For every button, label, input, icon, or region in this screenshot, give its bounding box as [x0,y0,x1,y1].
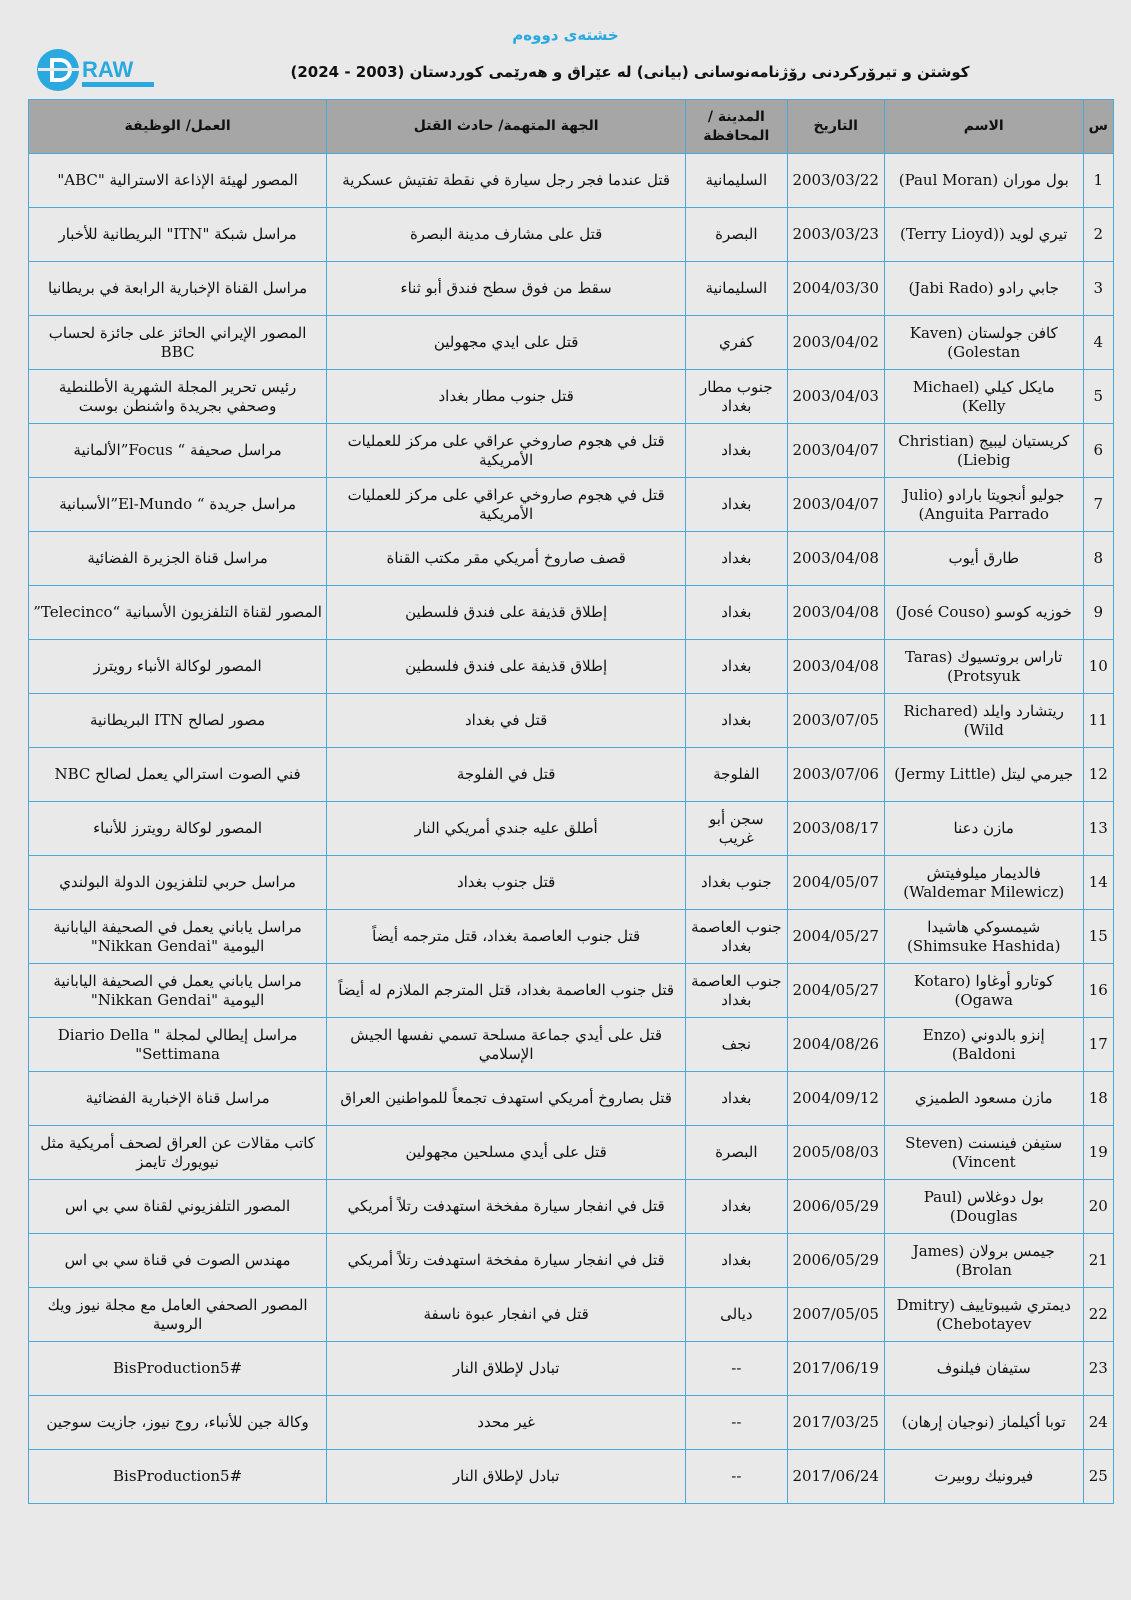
cell-date: 2003/04/02 [787,316,884,370]
cell-number: 19 [1083,1126,1113,1180]
draw-logo [36,46,160,94]
cell-number: 23 [1083,1342,1113,1396]
table-row [29,802,1114,856]
cell-name: فيرونيك روبيرت [884,1450,1083,1504]
cell-event: قتل بصاروخ أمريكي استهدف تجمعاً للمواطنين العراق [327,1072,686,1126]
cell-event: قتل في انفجار سيارة مفخخة استهدفت رتلاً أمريكي [327,1180,686,1234]
cell-date: 2003/07/06 [787,748,884,802]
cell-event: قتل عندما فجر رجل سيارة في نقطة تفتيش عسكرية [327,154,686,208]
cell-job: كاتب مقالات عن العراق لصحف أمريكية مثل نيويورك تايمز [29,1126,327,1180]
cell-name: تيري لويد ((Terry Lioyd) [884,208,1083,262]
cell-city: البصرة [686,1126,787,1180]
cell-job: BisProduction5# [29,1450,327,1504]
cell-number: 2 [1083,208,1113,262]
cell-city: -- [686,1450,787,1504]
cell-job: مصور لصالح ITN البريطانية [29,694,327,748]
cell-event: أطلق عليه جندي أمريكي النار [327,802,686,856]
cell-job: مهندس الصوت في قناة سي بي اس [29,1234,327,1288]
cell-event: قتل في انفجار سيارة مفخخة استهدفت رتلاً أمريكي [327,1234,686,1288]
col-header-city: المدينة /المحافظة [686,100,787,154]
cell-name: تاراس بروتسيوك (Taras Protsyuk) [884,640,1083,694]
cell-event: سقط من فوق سطح فندق أبو ثناء [327,262,686,316]
cell-event: قتل جنوب العاصمة بغداد، قتل مترجمه أيضاً [327,910,686,964]
cell-date: 2017/06/19 [787,1342,884,1396]
cell-date: 2004/03/30 [787,262,884,316]
cell-job: رئيس تحرير المجلة الشهرية الأطلنطية وصحفي بجريدة واشنطن بوست [29,370,327,424]
cell-number: 11 [1083,694,1113,748]
cell-city: كفري [686,316,787,370]
table-row [29,1450,1114,1504]
table-row [29,424,1114,478]
cell-name: جابي رادو (Jabi Rado) [884,262,1083,316]
table-row [29,910,1114,964]
page-header [0,0,1131,98]
cell-city: جنوب مطار بغداد [686,370,787,424]
cell-number: 1 [1083,154,1113,208]
cell-city: جنوب العاصمة بغداد [686,964,787,1018]
cell-date: 2003/03/22 [787,154,884,208]
cell-job: مراسل شبكة "ITN" البريطانية للأخبار [29,208,327,262]
cell-number: 21 [1083,1234,1113,1288]
cell-date: 2003/04/08 [787,640,884,694]
cell-date: 2004/05/27 [787,964,884,1018]
cell-event: قتل جنوب بغداد [327,856,686,910]
cell-name: طارق أيوب [884,532,1083,586]
cell-name: خوزيه كوسو (José Couso) [884,586,1083,640]
cell-city: السليمانية [686,262,787,316]
cell-name: مايكل كيلي (Michael Kelly) [884,370,1083,424]
cell-city: بغداد [686,640,787,694]
cell-date: 2003/04/07 [787,478,884,532]
cell-event: قتل في هجوم صاروخي عراقي على مركز للعمليات الأمريكية [327,424,686,478]
cell-date: 2006/05/29 [787,1234,884,1288]
cell-number: 3 [1083,262,1113,316]
cell-date: 2017/03/25 [787,1396,884,1450]
cell-name: جيرمي ليتل (Jermy Little) [884,748,1083,802]
cell-city: بغداد [686,1180,787,1234]
cell-date: 2006/05/29 [787,1180,884,1234]
table-row [29,640,1114,694]
cell-number: 7 [1083,478,1113,532]
cell-job: المصور الصحفي العامل مع مجلة نيوز ويك الروسية [29,1288,327,1342]
table-row [29,856,1114,910]
table-row [29,1018,1114,1072]
cell-date: 2003/04/08 [787,586,884,640]
cell-event: قتل في بغداد [327,694,686,748]
table-row [29,1342,1114,1396]
cell-event: قتل على أيدي مسلحين مجهولين [327,1126,686,1180]
cell-date: 2003/08/17 [787,802,884,856]
cell-number: 15 [1083,910,1113,964]
cell-date: 2003/04/07 [787,424,884,478]
col-header-number: س [1083,100,1113,154]
cell-city: -- [686,1342,787,1396]
cell-job: المصور التلفزيوني لقناة سي بي اس [29,1180,327,1234]
cell-name: ديمتري شيبوتاييف (Dmitry Chebotayev) [884,1288,1083,1342]
cell-number: 8 [1083,532,1113,586]
cell-city: بغداد [686,478,787,532]
cell-number: 18 [1083,1072,1113,1126]
cell-number: 16 [1083,964,1113,1018]
cell-date: 2007/05/05 [787,1288,884,1342]
cell-job: مراسل حربي لتلفزيون الدولة البولندي [29,856,327,910]
cell-job: مراسل القناة الإخبارية الرابعة في بريطانيا [29,262,327,316]
cell-number: 6 [1083,424,1113,478]
table-row [29,370,1114,424]
table-header-row [29,100,1114,154]
cell-city: جنوب العاصمة بغداد [686,910,787,964]
table-row [29,1126,1114,1180]
cell-job: المصور لوكالة رويترز للأنباء [29,802,327,856]
cell-city: ديالى [686,1288,787,1342]
cell-city: البصرة [686,208,787,262]
cell-job: المصور لهيئة الإذاعة الاسترالية "ABC" [29,154,327,208]
cell-number: 22 [1083,1288,1113,1342]
cell-event: قتل في الفلوجة [327,748,686,802]
cell-number: 17 [1083,1018,1113,1072]
cell-event: قتل على مشارف مدينة البصرة [327,208,686,262]
cell-job: مراسل ياباني يعمل في الصحيفة اليابانية اليومية "Nikkan Gendai" [29,964,327,1018]
cell-number: 20 [1083,1180,1113,1234]
cell-number: 14 [1083,856,1113,910]
cell-date: 2004/08/26 [787,1018,884,1072]
col-header-job: العمل/ الوظيفة [29,100,327,154]
col-header-date: التاريخ [787,100,884,154]
cell-name: كافن جولستان (Kaven Golestan) [884,316,1083,370]
table-row [29,694,1114,748]
cell-name: بول دوغلاس (Paul Douglas) [884,1180,1083,1234]
cell-job: مراسل ياباني يعمل في الصحيفة اليابانية اليومية "Nikkan Gendai" [29,910,327,964]
col-header-event: الجهة المتهمة/ حادث القتل [327,100,686,154]
table-row [29,154,1114,208]
cell-city: بغداد [686,1072,787,1126]
col-header-name: الاسم [884,100,1083,154]
cell-number: 12 [1083,748,1113,802]
cell-date: 2005/08/03 [787,1126,884,1180]
document-title: كوشتن و تیرۆركردنی رۆژنامەنوسانی (بیانی) لە عێراق و هەرێمی كوردستان (2003 - 2024) [290,63,970,81]
cell-date: 2003/03/23 [787,208,884,262]
cell-name: ستيفان فيلنوف [884,1342,1083,1396]
cell-job: BisProduction5# [29,1342,327,1396]
cell-city: بغداد [686,424,787,478]
cell-job: فني الصوت استرالي يعمل لصالح NBC [29,748,327,802]
cell-city: الفلوجة [686,748,787,802]
cell-job: المصور لوكالة الأنباء رويترز [29,640,327,694]
cell-name: بول موران (Paul Moran) [884,154,1083,208]
cell-number: 13 [1083,802,1113,856]
cell-number: 25 [1083,1450,1113,1504]
cell-name: ستيفن فينسنت (Steven Vincent) [884,1126,1083,1180]
cell-event: قتل على أيدي جماعة مسلحة تسمي نفسها الجيش الإسلامي [327,1018,686,1072]
cell-city: بغداد [686,694,787,748]
svg-text:RAW: RAW [82,57,134,82]
cell-date: 2004/05/07 [787,856,884,910]
cell-number: 24 [1083,1396,1113,1450]
cell-name: مازن مسعود الطميزي [884,1072,1083,1126]
cell-date: 2003/04/03 [787,370,884,424]
cell-job: المصور لقناة التلفزيون الأسبانية “Telecinco” [29,586,327,640]
cell-name: توبا أكيلماز (نوجيان إرهان) [884,1396,1083,1450]
cell-date: 2017/06/24 [787,1450,884,1504]
journalists-table [28,99,1114,1504]
cell-date: 2004/05/27 [787,910,884,964]
cell-event: قصف صاروخ أمريكي مقر مكتب القناة [327,532,686,586]
table-row [29,1288,1114,1342]
table-row [29,1180,1114,1234]
table-label: خشتەی دووەم [512,26,619,44]
cell-event: إطلاق قذيفة على فندق فلسطين [327,640,686,694]
cell-number: 9 [1083,586,1113,640]
cell-event: إطلاق قذيفة على فندق فلسطين [327,586,686,640]
cell-date: 2003/07/05 [787,694,884,748]
cell-name: مازن دعنا [884,802,1083,856]
cell-number: 4 [1083,316,1113,370]
cell-date: 2003/04/08 [787,532,884,586]
table-row [29,1234,1114,1288]
cell-date: 2004/09/12 [787,1072,884,1126]
cell-city: السليمانية [686,154,787,208]
cell-name: إنزو بالدوني (Enzo Baldoni) [884,1018,1083,1072]
cell-event: قتل في هجوم صاروخي عراقي على مركز للعمليات الأمريكية [327,478,686,532]
cell-name: جيمس برولان (James Brolan) [884,1234,1083,1288]
cell-number: 10 [1083,640,1113,694]
cell-name: فالديمار ميلوفيتش (Waldemar Milewicz) [884,856,1083,910]
table-row [29,1072,1114,1126]
cell-event: قتل في انفجار عبوة ناسفة [327,1288,686,1342]
cell-name: كريستيان ليبيج (Christian Liebig) [884,424,1083,478]
table-body [29,154,1114,1504]
cell-name: ريتشارد وايلد (Richared Wild) [884,694,1083,748]
cell-name: جوليو أنجويتا بارادو (Julio Anguita Parrado) [884,478,1083,532]
cell-job: مراسل إيطالي لمجلة " Diario Della Settimana" [29,1018,327,1072]
table-row [29,262,1114,316]
cell-city: بغداد [686,586,787,640]
table-row [29,964,1114,1018]
cell-city: بغداد [686,1234,787,1288]
cell-city: سجن أبو غريب [686,802,787,856]
table-row [29,478,1114,532]
cell-name: شيمسوكي هاشيدا (Shimsuke Hashida) [884,910,1083,964]
cell-event: قتل جنوب مطار بغداد [327,370,686,424]
cell-job: مراسل قناة الجزيرة الفضائية [29,532,327,586]
table-row [29,532,1114,586]
cell-event: غير محدد [327,1396,686,1450]
cell-job: وكالة جين للأنباء، روج نيوز، جازيت سوجين [29,1396,327,1450]
table-row [29,316,1114,370]
cell-job: مراسل جريدة “ El-Mundo”الأسبانية [29,478,327,532]
cell-city: بغداد [686,532,787,586]
cell-city: جنوب بغداد [686,856,787,910]
cell-number: 5 [1083,370,1113,424]
cell-event: تبادل لإطلاق النار [327,1450,686,1504]
cell-job: مراسل صحيفة “ Focus”الألمانية [29,424,327,478]
cell-name: كوتارو أوغاوا (Kotaro Ogawa) [884,964,1083,1018]
cell-event: تبادل لإطلاق النار [327,1342,686,1396]
table-row [29,1396,1114,1450]
cell-job: المصور الإيراني الحائز على جائزة لحساب BBC [29,316,327,370]
table-row [29,748,1114,802]
cell-job: مراسل قناة الإخبارية الفضائية [29,1072,327,1126]
cell-city: نجف [686,1018,787,1072]
cell-event: قتل جنوب العاصمة بغداد، قتل المترجم الملازم له أيضاً [327,964,686,1018]
table-row [29,208,1114,262]
table-row [29,586,1114,640]
cell-event: قتل على ايدي مجهولين [327,316,686,370]
cell-city: -- [686,1396,787,1450]
